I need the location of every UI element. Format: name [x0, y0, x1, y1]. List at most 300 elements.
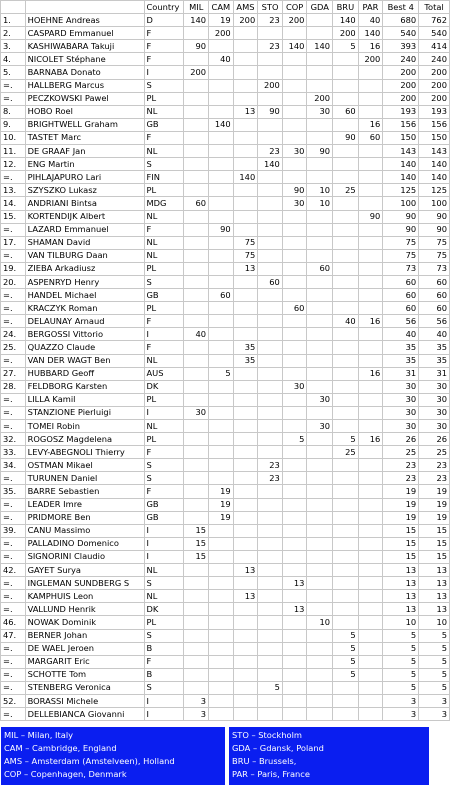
cell-pos: =.	[1, 550, 26, 563]
cell-pos: 15.	[1, 210, 26, 223]
table-row	[1, 655, 450, 668]
cell-cam: 19	[209, 14, 234, 27]
cell-ams	[233, 66, 258, 79]
cell-best4: 30	[383, 420, 419, 433]
cell-ams	[233, 131, 258, 144]
table-row	[1, 184, 450, 197]
cell-cam	[209, 197, 234, 210]
cell-cop	[282, 629, 307, 642]
cell-name: NOWAK Dominik	[25, 616, 144, 629]
cell-mil	[184, 302, 209, 315]
cell-par: 40	[358, 14, 383, 27]
cell-cop	[282, 275, 307, 288]
cell-name: DE WAEL Jeroen	[25, 642, 144, 655]
cell-cop	[282, 223, 307, 236]
cell-name: OSTMAN Mikael	[25, 459, 144, 472]
cell-gda	[307, 131, 333, 144]
cell-bru	[333, 197, 359, 210]
cell-ams	[233, 681, 258, 694]
cell-ams	[233, 642, 258, 655]
cell-cop	[282, 328, 307, 341]
cell-total: 19	[419, 485, 450, 498]
cell-pos: 27.	[1, 367, 26, 380]
cell-country: S	[144, 459, 184, 472]
cell-cop	[282, 564, 307, 577]
cell-best4: 30	[383, 393, 419, 406]
cell-mil	[184, 380, 209, 393]
cell-gda	[307, 53, 333, 66]
cell-bru	[333, 577, 359, 590]
cell-mil	[184, 92, 209, 105]
cell-name: ANDRIANI Bintsa	[25, 197, 144, 210]
cell-cam: 19	[209, 511, 234, 524]
cell-cop: 30	[282, 145, 307, 158]
cell-sto	[258, 302, 283, 315]
cell-country: B	[144, 642, 184, 655]
cell-sto: 23	[258, 145, 283, 158]
cell-ams	[233, 498, 258, 511]
cell-par	[358, 498, 383, 511]
cell-bru	[333, 145, 359, 158]
cell-bru	[333, 564, 359, 577]
cell-name: KRACZYK Roman	[25, 302, 144, 315]
cell-pos: =.	[1, 642, 26, 655]
cell-cam	[209, 472, 234, 485]
legend-entry: PAR – Paris, France	[232, 769, 310, 779]
cell-name: VALLUND Henrik	[25, 603, 144, 616]
table-row	[1, 262, 450, 275]
cell-best4: 19	[383, 485, 419, 498]
cell-name: HOEHNE Andreas	[25, 14, 144, 27]
cell-gda	[307, 79, 333, 92]
cell-total: 60	[419, 289, 450, 302]
cell-name: DELAUNAY Arnaud	[25, 315, 144, 328]
cell-cop	[282, 249, 307, 262]
cell-gda	[307, 708, 333, 721]
cell-country: FIN	[144, 171, 184, 184]
cell-pos: 24.	[1, 328, 26, 341]
cell-pos: 47.	[1, 629, 26, 642]
cell-total: 5	[419, 681, 450, 694]
cell-sto	[258, 524, 283, 537]
cell-best4: 25	[383, 446, 419, 459]
table-row	[1, 603, 450, 616]
cell-bru	[333, 380, 359, 393]
cell-pos: =.	[1, 223, 26, 236]
header-total: Total	[419, 1, 450, 14]
cell-best4: 5	[383, 642, 419, 655]
cell-cam	[209, 158, 234, 171]
cell-par	[358, 629, 383, 642]
cell-mil	[184, 354, 209, 367]
cell-gda	[307, 459, 333, 472]
cell-country: I	[144, 66, 184, 79]
cell-name: BORASSI Michele	[25, 694, 144, 707]
cell-total: 3	[419, 708, 450, 721]
cell-cop: 30	[282, 380, 307, 393]
cell-pos: 28.	[1, 380, 26, 393]
cell-cam	[209, 92, 234, 105]
cell-pos: =.	[1, 472, 26, 485]
cell-par	[358, 354, 383, 367]
cell-par	[358, 249, 383, 262]
cell-name: ASPENRYD Henry	[25, 275, 144, 288]
cell-ams	[233, 223, 258, 236]
cell-country: NL	[144, 236, 184, 249]
cell-name: MARGARIT Eric	[25, 655, 144, 668]
cell-cop	[282, 354, 307, 367]
cell-bru	[333, 302, 359, 315]
cell-pos: =.	[1, 420, 26, 433]
cell-cop	[282, 79, 307, 92]
cell-bru	[333, 289, 359, 302]
cell-best4: 75	[383, 249, 419, 262]
cell-ams	[233, 459, 258, 472]
cell-pos: 33.	[1, 446, 26, 459]
cell-cop	[282, 498, 307, 511]
cell-par	[358, 537, 383, 550]
cell-cop	[282, 289, 307, 302]
cell-total: 15	[419, 524, 450, 537]
cell-pos: 3.	[1, 40, 26, 53]
cell-sto	[258, 590, 283, 603]
cell-sto	[258, 616, 283, 629]
cell-pos: =.	[1, 603, 26, 616]
cell-total: 13	[419, 577, 450, 590]
cell-cop: 60	[282, 302, 307, 315]
header-par: PAR	[358, 1, 383, 14]
cell-sto	[258, 380, 283, 393]
cell-gda	[307, 629, 333, 642]
cell-best4: 140	[383, 171, 419, 184]
cell-total: 35	[419, 341, 450, 354]
table-row	[1, 616, 450, 629]
table-row	[1, 341, 450, 354]
cell-cop	[282, 158, 307, 171]
cell-country: NL	[144, 354, 184, 367]
cell-cop	[282, 524, 307, 537]
cell-par: 60	[358, 131, 383, 144]
cell-name: KASHIWABARA Takuji	[25, 40, 144, 53]
cell-cop	[282, 210, 307, 223]
cell-ams: 35	[233, 354, 258, 367]
cell-total: 31	[419, 367, 450, 380]
cell-country: NL	[144, 249, 184, 262]
cell-best4: 60	[383, 302, 419, 315]
cell-cam: 200	[209, 27, 234, 40]
cell-pos: 11.	[1, 145, 26, 158]
cell-best4: 31	[383, 367, 419, 380]
cell-country: I	[144, 537, 184, 550]
cell-mil	[184, 262, 209, 275]
cell-name: SCHOTTE Tom	[25, 668, 144, 681]
cell-total: 540	[419, 27, 450, 40]
cell-gda	[307, 537, 333, 550]
cell-gda	[307, 66, 333, 79]
cell-cam	[209, 145, 234, 158]
cell-country: F	[144, 223, 184, 236]
cell-mil: 60	[184, 197, 209, 210]
cell-sto	[258, 655, 283, 668]
cell-total: 40	[419, 328, 450, 341]
cell-name: BRIGHTWELL Graham	[25, 118, 144, 131]
cell-cam	[209, 236, 234, 249]
cell-bru: 5	[333, 629, 359, 642]
header-ams: AMS	[233, 1, 258, 14]
cell-mil: 3	[184, 694, 209, 707]
table-row	[1, 590, 450, 603]
cell-cam	[209, 171, 234, 184]
cell-par	[358, 79, 383, 92]
cell-country: I	[144, 328, 184, 341]
cell-cam	[209, 66, 234, 79]
cell-cop	[282, 53, 307, 66]
cell-best4: 100	[383, 197, 419, 210]
cell-sto: 23	[258, 472, 283, 485]
cell-sto	[258, 537, 283, 550]
cell-total: 25	[419, 446, 450, 459]
cell-name: DE GRAAF Jan	[25, 145, 144, 158]
cell-name: FELDBORG Karsten	[25, 380, 144, 393]
cell-gda	[307, 433, 333, 446]
cell-bru	[333, 210, 359, 223]
cell-bru	[333, 249, 359, 262]
cell-pos: 14.	[1, 197, 26, 210]
cell-name: STANZIONE Pierluigi	[25, 406, 144, 419]
cell-best4: 13	[383, 564, 419, 577]
cell-sto	[258, 236, 283, 249]
cell-name: LAZARD Emmanuel	[25, 223, 144, 236]
cell-country: F	[144, 446, 184, 459]
cell-ams	[233, 511, 258, 524]
cell-name: LILLA Kamil	[25, 393, 144, 406]
cell-cop	[282, 472, 307, 485]
cell-sto	[258, 367, 283, 380]
cell-cop	[282, 694, 307, 707]
cell-cam	[209, 275, 234, 288]
cell-name: CASPARD Emmanuel	[25, 27, 144, 40]
cell-name: PALLADINO Domenico	[25, 537, 144, 550]
cell-cam	[209, 433, 234, 446]
cell-best4: 73	[383, 262, 419, 275]
cell-name: CANU Massimo	[25, 524, 144, 537]
cell-par	[358, 92, 383, 105]
cell-total: 23	[419, 459, 450, 472]
cell-pos: =.	[1, 577, 26, 590]
cell-total: 19	[419, 511, 450, 524]
cell-name: KORTENDIJK Albert	[25, 210, 144, 223]
cell-mil	[184, 341, 209, 354]
cell-pos: 17.	[1, 236, 26, 249]
cell-best4: 156	[383, 118, 419, 131]
cell-bru: 60	[333, 105, 359, 118]
cell-best4: 143	[383, 145, 419, 158]
cell-par	[358, 171, 383, 184]
cell-cop	[282, 642, 307, 655]
cell-bru	[333, 472, 359, 485]
cell-name: LEVY-ABEGNOLI Thierry	[25, 446, 144, 459]
table-row	[1, 105, 450, 118]
header-mil: MIL	[184, 1, 209, 14]
cell-cop	[282, 485, 307, 498]
cell-mil: 30	[184, 406, 209, 419]
cell-pos: 52.	[1, 694, 26, 707]
cell-cop: 5	[282, 433, 307, 446]
cell-name: BARNABA Donato	[25, 66, 144, 79]
cell-bru	[333, 694, 359, 707]
cell-sto	[258, 642, 283, 655]
cell-par	[358, 590, 383, 603]
cell-mil	[184, 315, 209, 328]
cell-country: S	[144, 577, 184, 590]
cell-par: 90	[358, 210, 383, 223]
cell-sto	[258, 603, 283, 616]
cell-bru	[333, 275, 359, 288]
cell-par	[358, 302, 383, 315]
cell-bru	[333, 681, 359, 694]
cell-mil	[184, 27, 209, 40]
cell-cam	[209, 328, 234, 341]
cell-sto: 5	[258, 681, 283, 694]
cell-sto	[258, 393, 283, 406]
cell-gda	[307, 289, 333, 302]
cell-country: GB	[144, 289, 184, 302]
cell-total: 193	[419, 105, 450, 118]
cell-bru	[333, 171, 359, 184]
cell-total: 200	[419, 66, 450, 79]
cell-best4: 19	[383, 498, 419, 511]
cell-cam: 5	[209, 367, 234, 380]
cell-gda: 10	[307, 616, 333, 629]
cell-country: I	[144, 694, 184, 707]
cell-country: F	[144, 40, 184, 53]
cell-country: F	[144, 53, 184, 66]
cell-sto	[258, 564, 283, 577]
cell-par	[358, 105, 383, 118]
cell-total: 140	[419, 171, 450, 184]
cell-cop	[282, 27, 307, 40]
cell-ams	[233, 616, 258, 629]
cell-name: HALLBERG Marcus	[25, 79, 144, 92]
cell-total: 414	[419, 40, 450, 53]
cell-sto: 23	[258, 14, 283, 27]
cell-ams	[233, 197, 258, 210]
cell-pos: 19.	[1, 262, 26, 275]
cell-par	[358, 550, 383, 563]
cell-ams	[233, 27, 258, 40]
cell-ams	[233, 53, 258, 66]
cell-total: 5	[419, 668, 450, 681]
cell-country: S	[144, 79, 184, 92]
cell-sto: 23	[258, 40, 283, 53]
table-row	[1, 79, 450, 92]
cell-total: 23	[419, 472, 450, 485]
table-row	[1, 158, 450, 171]
legend-left-box	[1, 727, 225, 785]
cell-bru	[333, 341, 359, 354]
cell-ams: 13	[233, 105, 258, 118]
cell-mil	[184, 655, 209, 668]
cell-par	[358, 66, 383, 79]
cell-total: 13	[419, 564, 450, 577]
cell-sto	[258, 315, 283, 328]
cell-pos: =.	[1, 708, 26, 721]
cell-gda	[307, 590, 333, 603]
cell-country: I	[144, 524, 184, 537]
legend-entry: COP – Copenhagen, Denmark	[4, 769, 127, 779]
cell-ams	[233, 406, 258, 419]
cell-cam	[209, 694, 234, 707]
cell-sto	[258, 406, 283, 419]
cell-best4: 193	[383, 105, 419, 118]
cell-sto	[258, 210, 283, 223]
cell-total: 60	[419, 302, 450, 315]
cell-name: VAN TILBURG Daan	[25, 249, 144, 262]
cell-mil	[184, 249, 209, 262]
cell-pos: =.	[1, 406, 26, 419]
cell-cop	[282, 550, 307, 563]
cell-cop	[282, 171, 307, 184]
cell-sto	[258, 53, 283, 66]
cell-pos: =.	[1, 315, 26, 328]
table-row	[1, 393, 450, 406]
cell-best4: 5	[383, 629, 419, 642]
cell-bru	[333, 354, 359, 367]
cell-ams	[233, 380, 258, 393]
legend	[0, 727, 450, 787]
cell-par	[358, 459, 383, 472]
cell-name: HUBBARD Geoff	[25, 367, 144, 380]
cell-name: TURUNEN Daniel	[25, 472, 144, 485]
cell-par	[358, 708, 383, 721]
cell-cam	[209, 420, 234, 433]
cell-total: 56	[419, 315, 450, 328]
cell-cam	[209, 655, 234, 668]
cell-sto	[258, 197, 283, 210]
cell-mil	[184, 459, 209, 472]
cell-country: NL	[144, 590, 184, 603]
cell-mil	[184, 184, 209, 197]
cell-par	[358, 577, 383, 590]
cell-mil	[184, 446, 209, 459]
header-gda: GDA	[307, 1, 333, 14]
cell-ams	[233, 92, 258, 105]
cell-cop: 90	[282, 184, 307, 197]
cell-gda	[307, 354, 333, 367]
cell-total: 75	[419, 249, 450, 262]
cell-cop: 13	[282, 577, 307, 590]
cell-par	[358, 668, 383, 681]
cell-total: 5	[419, 629, 450, 642]
cell-gda	[307, 668, 333, 681]
cell-country: D	[144, 14, 184, 27]
cell-cam: 90	[209, 223, 234, 236]
cell-cam	[209, 210, 234, 223]
cell-mil: 40	[184, 328, 209, 341]
cell-pos: =.	[1, 590, 26, 603]
cell-best4: 19	[383, 511, 419, 524]
cell-ams	[233, 210, 258, 223]
cell-sto: 90	[258, 105, 283, 118]
cell-mil	[184, 236, 209, 249]
cell-total: 5	[419, 655, 450, 668]
cell-mil	[184, 118, 209, 131]
cell-ams	[233, 629, 258, 642]
cell-par	[358, 328, 383, 341]
cell-total: 100	[419, 197, 450, 210]
cell-sto	[258, 171, 283, 184]
table-row	[1, 210, 450, 223]
